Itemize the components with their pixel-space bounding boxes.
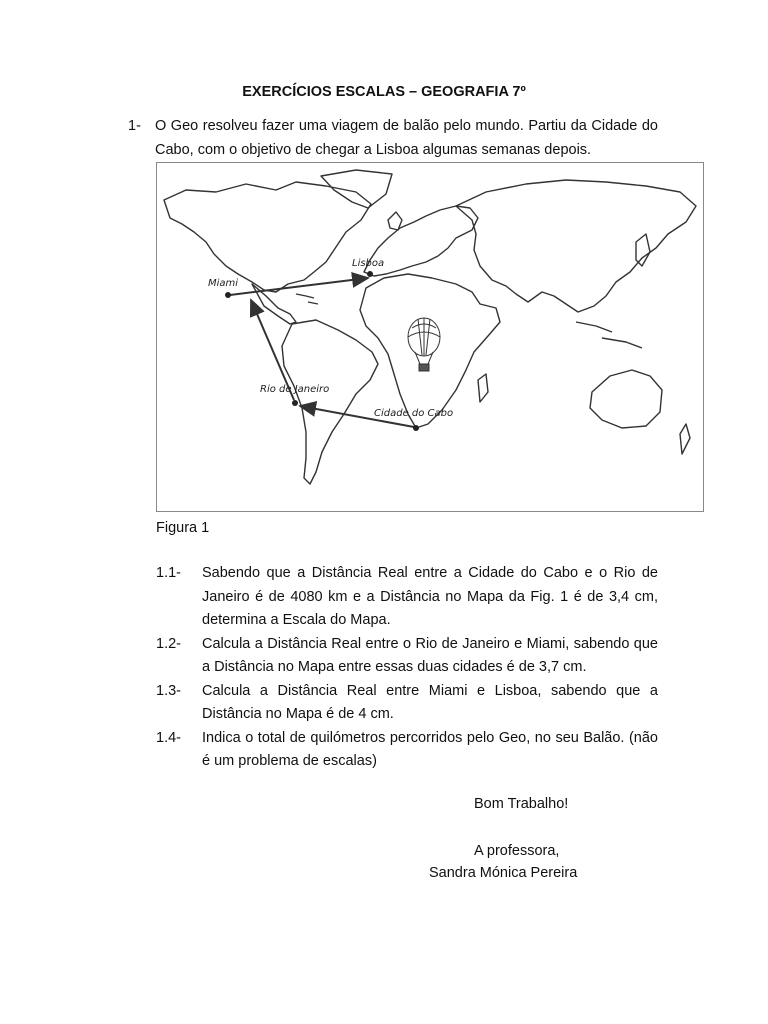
map-label-cabo: Cidade do Cabo	[374, 408, 454, 419]
city-dot-rio	[292, 400, 298, 406]
question-number: 1-	[128, 118, 141, 134]
subquestion-1-1	[156, 562, 658, 633]
map-label-rio: Rio de Janeiro	[260, 384, 330, 395]
subquestion-number: 1.3-	[156, 682, 181, 699]
map-label-miami: Miami	[208, 278, 239, 289]
subquestion-1-4	[156, 727, 658, 774]
subquestion-number: 1.2-	[156, 635, 181, 652]
subquestion-1-2	[156, 633, 658, 680]
subquestion-number: 1.4-	[156, 729, 181, 746]
city-dot-miami	[225, 292, 231, 298]
city-dot-lisboa	[367, 271, 373, 277]
question-text: O Geo resolveu fazer uma viagem de balão pelo mundo. Partiu da Cidade do Cabo, com o objetivo de chegar a Lisboa algumas semanas depois.	[155, 118, 658, 158]
page-title: EXERCÍCIOS ESCALAS – GEOGRAFIA 7º	[242, 84, 526, 100]
signature-role: A professora,	[474, 843, 560, 859]
subquestion-text: Sabendo que a Distância Real entre a Cidade do Cabo e o Rio de Janeiro é de 4080 km e a Distância no Mapa da Fig. 1 é de 3,4 cm, determina a Escala do Mapa.	[202, 565, 658, 628]
subquestion-text: Calcula a Distância Real entre o Rio de Janeiro e Miami, sabendo que a Distância no Mapa entre essas duas cidades é de 3,7 cm.	[202, 635, 658, 675]
city-dot-cabo	[413, 425, 419, 431]
figure-caption: Figura 1	[156, 520, 210, 536]
map-label-lisboa: Lisboa	[352, 258, 385, 269]
world-map	[156, 162, 704, 512]
closing-message: Bom Trabalho!	[474, 796, 569, 812]
subquestion-1-3	[156, 680, 658, 727]
signature-name: Sandra Mónica Pereira	[429, 865, 578, 881]
subquestion-text: Indica o total de quilómetros percorridos pelo Geo, no seu Balão. (não é um problema de escalas)	[202, 729, 658, 769]
subquestion-number: 1.1-	[156, 565, 181, 581]
subquestion-list	[156, 562, 658, 774]
subquestion-text: Calcula a Distância Real entre Miami e Lisboa, sabendo que a Distância no Mapa é de 4 cm.	[202, 682, 658, 722]
question-1	[128, 114, 658, 162]
